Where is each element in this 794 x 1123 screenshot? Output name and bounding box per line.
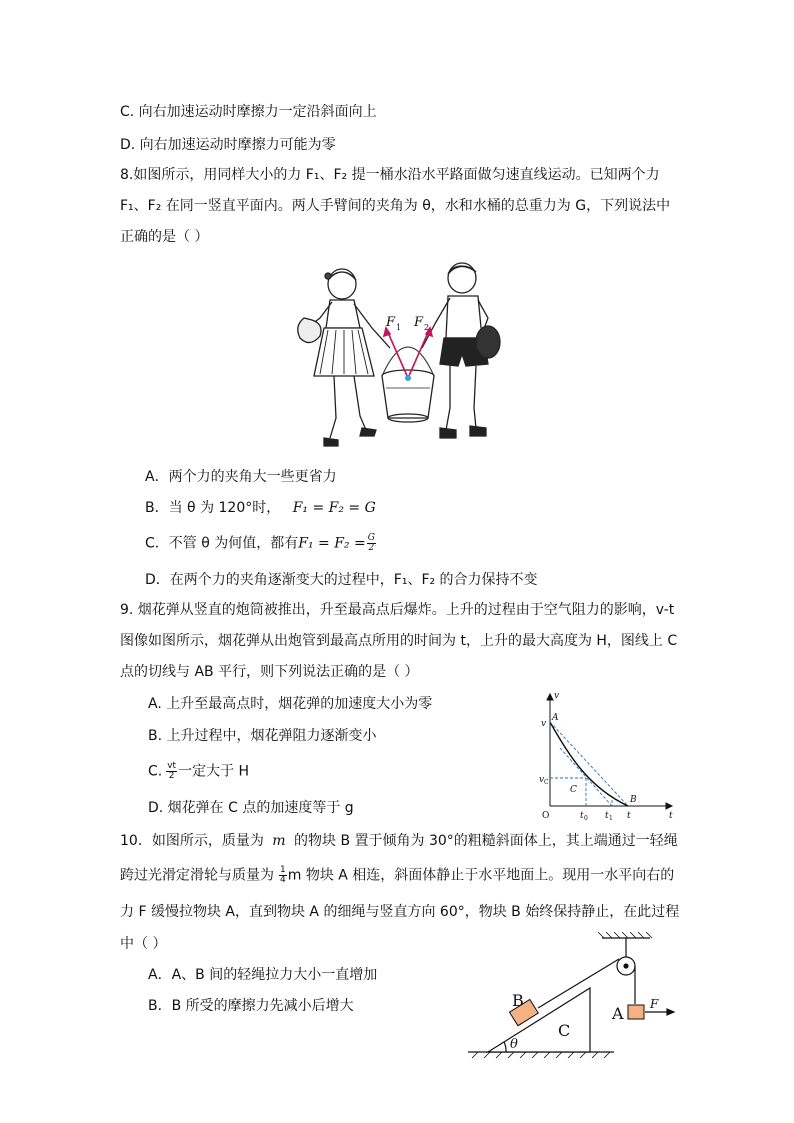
q10-stem-line2-numerator: 1 bbox=[280, 865, 286, 875]
q9-graph-t-end-tick: t bbox=[627, 811, 631, 821]
q9-graph-point-a: A bbox=[552, 713, 559, 723]
q8-label-f1-sub: 1 bbox=[396, 323, 402, 332]
q9-option-c-text: 一定大于 H bbox=[178, 763, 250, 780]
q8-option-c-denominator: 2 bbox=[368, 543, 375, 553]
q10-stem-line1-post: 的物块 B 置于倾角为 30°的粗糙斜面体上，其上端通过一轻绳 bbox=[294, 833, 678, 849]
q8-option-c bbox=[145, 534, 377, 553]
q8-option-b-equation: F₁ = F₂ = G bbox=[292, 500, 376, 516]
q10-stem-line3: 力 F 缓慢拉物块 A，直到物块 A 的细绳与竖直方向 60°，物块 B 始终保持静止，在此过程 bbox=[120, 904, 680, 920]
q9-graph-t0-sub: 0 bbox=[584, 815, 588, 822]
q9-option-c-label: C. bbox=[148, 763, 163, 780]
q9-graph-t1-sub: 1 bbox=[609, 815, 613, 822]
q9-stem-line1: 9. 烟花弹从竖直的炮筒被推出，升至最高点后爆炸。上升的过程由于空气阻力的影响，v-t bbox=[120, 602, 675, 618]
q9-graph-vc-sub: C bbox=[544, 779, 549, 786]
q9-graph-t0-tick: t bbox=[580, 811, 584, 821]
q10-stem-line2-post: m 物块 A 相连，斜面体静止于水平地面上。现用一水平向右的 bbox=[287, 867, 675, 884]
q8-option-c-numerator: G bbox=[367, 533, 375, 543]
q7-option-c: C. 向右加速运动时摩擦力一定沿斜面向上 bbox=[120, 104, 377, 120]
q9-option-c bbox=[148, 762, 249, 781]
q9-option-c-denominator: 2 bbox=[168, 771, 175, 781]
q10-stem-line4: 中（ ） bbox=[120, 936, 167, 952]
q9-option-c-fraction bbox=[166, 762, 177, 781]
q10-stem-line1 bbox=[120, 832, 678, 850]
q9-option-d: D. 烟花弹在 C 点的加速度等于 g bbox=[148, 800, 354, 816]
q10-stem-line2-denominator: 4 bbox=[280, 875, 286, 885]
q9-graph-vc-tick: v bbox=[539, 775, 545, 785]
q8-label-f1: F bbox=[386, 315, 396, 330]
q8-option-b-text: B．当 θ 为 120°时， bbox=[145, 500, 281, 516]
q9-graph-t-axis-label: t bbox=[669, 811, 673, 821]
q8-stem-line2: F₁、F₂ 在同一竖直平面内。两人手臂间的夹角为 θ，水和水桶的总重力为 G，下列说法中 bbox=[120, 198, 671, 214]
q10-stem-line2-pre: 跨过光滑定滑轮与质量为 bbox=[120, 867, 274, 884]
q9-stem-line3: 点的切线与 AB 平行，则下列说法正确的是（ ） bbox=[120, 664, 419, 680]
q8-option-c-equation: F₁ = F₂ = bbox=[298, 535, 366, 552]
q9-graph-v-axis-label: v bbox=[554, 691, 560, 701]
q10-label-f: F bbox=[650, 997, 659, 1011]
q8-option-c-text: C．不管 θ 为何值，都有 bbox=[145, 535, 299, 552]
q9-option-a: A. 上升至最高点时，烟花弹的加速度大小为零 bbox=[148, 696, 433, 712]
q8-option-a: A．两个力的夹角大一些更省力 bbox=[145, 469, 337, 485]
q8-stem-line3: 正确的是（ ） bbox=[120, 229, 209, 245]
q10-stem-line1-mass: m bbox=[272, 833, 286, 849]
q8-label-f2-sub: 2 bbox=[424, 323, 430, 332]
q9-option-b: B. 上升过程中，烟花弹阻力逐渐变小 bbox=[148, 728, 377, 744]
q10-option-a: A．A、B 间的轻绳拉力大小一直增加 bbox=[148, 967, 378, 983]
q9-vt-graph bbox=[530, 688, 678, 824]
q10-label-b: B bbox=[512, 991, 524, 1010]
q9-graph-point-c: C bbox=[570, 785, 577, 795]
q8-option-d: D．在两个力的夹角逐渐变大的过程中，F₁、F₂ 的合力保持不变 bbox=[145, 572, 538, 588]
q8-option-b bbox=[145, 499, 376, 517]
q10-label-c: C bbox=[558, 1021, 571, 1040]
q8-figure-children-bucket bbox=[290, 258, 505, 453]
q9-graph-point-b: B bbox=[630, 795, 637, 805]
q10-incline-pulley-figure bbox=[462, 932, 682, 1062]
q9-graph-origin: O bbox=[542, 811, 550, 821]
q10-label-a: A bbox=[612, 1004, 624, 1023]
q10-option-b: B．B 所受的摩擦力先减小后增大 bbox=[148, 998, 354, 1014]
q10-stem-line1-pre: 10．如图所示，质量为 bbox=[120, 833, 264, 849]
q8-option-c-fraction bbox=[367, 534, 376, 553]
q9-option-c-numerator: vt bbox=[167, 761, 177, 771]
q7-option-d: D. 向右加速运动时摩擦力可能为零 bbox=[120, 137, 336, 153]
q9-graph-t1-tick: t bbox=[605, 811, 609, 821]
q8-stem-line1: 8.如图所示，用同样大小的力 F₁、F₂ 提一桶水沿水平路面做匀速直线运动。已知两个力 bbox=[120, 167, 660, 183]
q9-stem-line2: 图像如图所示，烟花弹从出炮管到最高点所用的时间为 t，上升的最大高度为 H，图线上 C bbox=[120, 633, 678, 649]
q10-stem-line2 bbox=[120, 866, 674, 885]
q9-graph-v-tick: v bbox=[541, 719, 547, 729]
q8-label-f2: F bbox=[414, 315, 424, 330]
q10-stem-line2-fraction bbox=[279, 866, 287, 885]
q10-label-theta: θ bbox=[510, 1037, 518, 1052]
